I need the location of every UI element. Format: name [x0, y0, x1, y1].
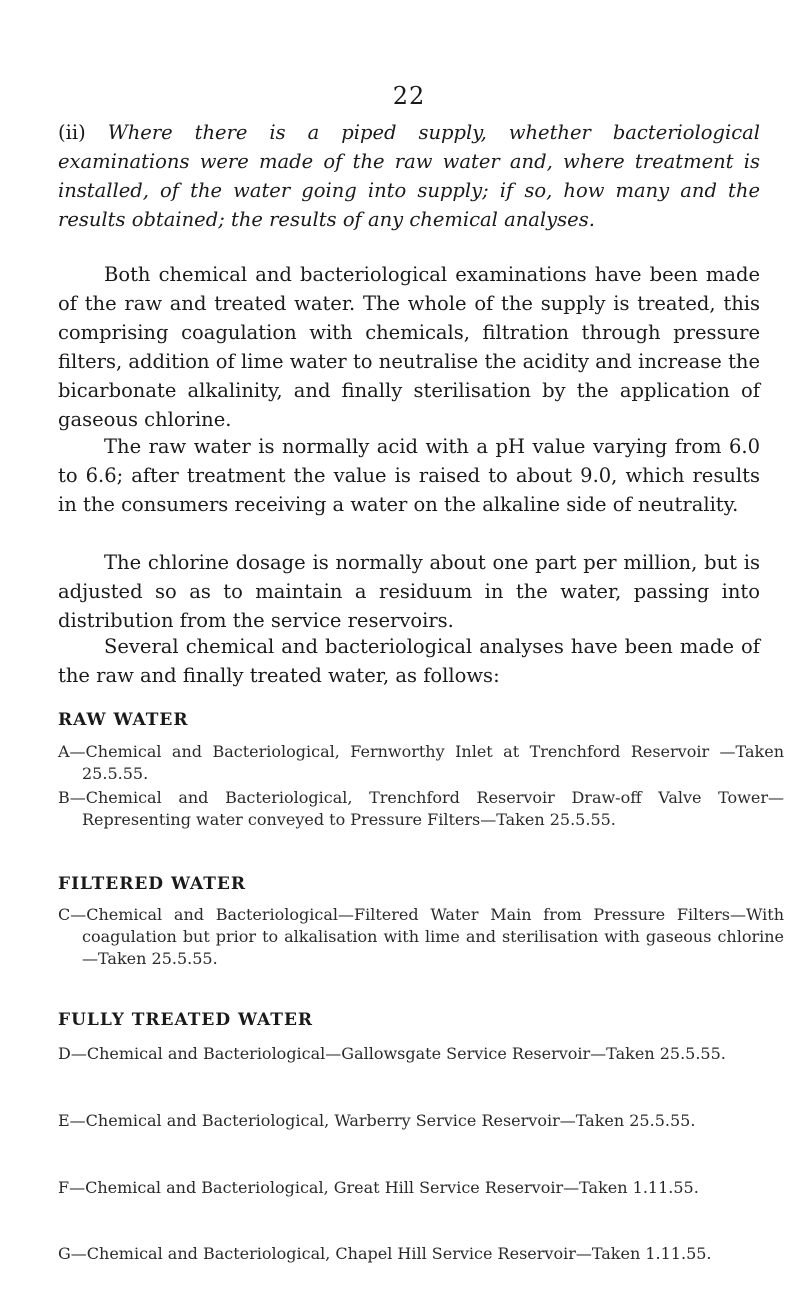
question-intro [58, 118, 760, 234]
paragraph-analyses-intro: Several chemical and bacteriological analyses have been made of the raw and finally treated water, as follows: [58, 635, 760, 687]
paragraph-examinations: Both chemical and bacteriological examinations have been made of the raw and treated water. The whole of the supply is treated, this comprising coagulation with chemicals, filtration through pressure filters, addition of lime water to neutralise the acidity and increase the bicarbonate alkalinity, and finally sterilisation by the application of gaseous chlorine. [58, 263, 760, 431]
list-item-a: A—Chemical and Bacteriological, Fernworthy Inlet at Trenchford Reservoir —Taken 25.5.55. [58, 742, 784, 783]
list-item-g: G—Chemical and Bacteriological, Chapel Hill Service Reservoir—Taken 1.11.55. [58, 1244, 712, 1263]
heading-fully-treated-water: FULLY TREATED WATER [58, 1010, 314, 1030]
question-number: (ii) [58, 121, 86, 144]
paragraph-chlorine-dosage: The chlorine dosage is normally about one part per million, but is adjusted so as to maintain a residuum in the water, passing into distribution from the service reservoirs. [58, 551, 760, 632]
list-item-b: B—Chemical and Bacteriological, Trenchford Reservoir Draw-off Valve Tower—Representing water conveyed to Pressure Filters—Taken 25.5.55. [58, 788, 784, 829]
list-item-e: E—Chemical and Bacteriological, Warberry Service Reservoir—Taken 25.5.55. [58, 1111, 696, 1130]
question-text: Where there is a piped supply, whether bacteriological examinations were made of the raw water and, where treatment is installed, of the water going into supply; if so, how many and the results obtained; the results of any chemical analyses. [58, 121, 761, 231]
list-item-c: C—Chemical and Bacteriological—Filtered Water Main from Pressure Filters—With coagulation but prior to alkalisation with lime and sterilisation with gaseous chlorine—Taken 25.5.55. [58, 905, 784, 968]
page-number: 22 [392, 82, 426, 110]
list-item-f: F—Chemical and Bacteriological, Great Hill Service Reservoir—Taken 1.11.55. [58, 1178, 699, 1197]
heading-filtered-water: FILTERED WATER [58, 874, 246, 894]
heading-raw-water: RAW WATER [58, 710, 189, 730]
paragraph-ph-value: The raw water is normally acid with a pH value varying from 6.0 to 6.6; after treatment the value is raised to about 9.0, which results in the consumers receiving a water on the alkaline side of neutrality. [58, 435, 760, 516]
list-item-d: D—Chemical and Bacteriological—Gallowsgate Service Reservoir—Taken 25.5.55. [58, 1044, 726, 1063]
